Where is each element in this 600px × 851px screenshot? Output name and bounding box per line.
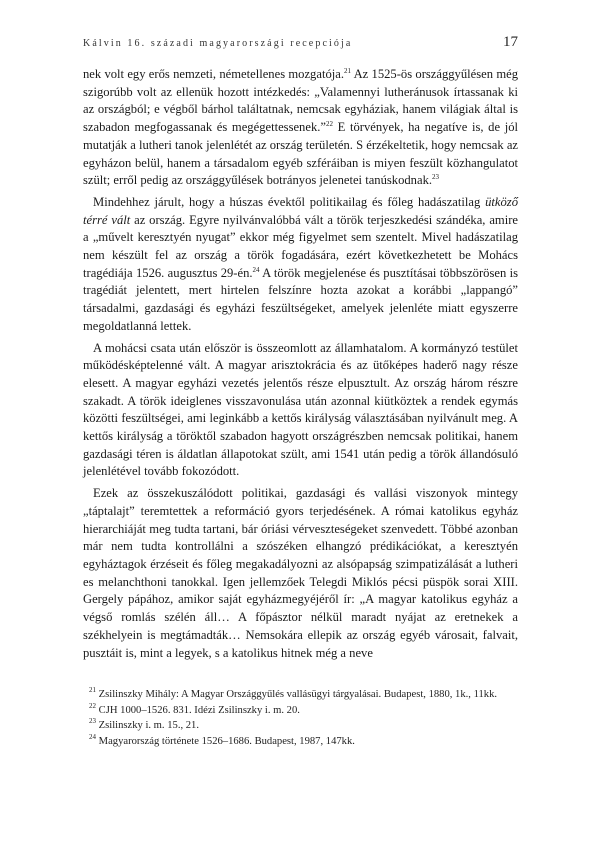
footnote [83,719,518,733]
footnote-ref: 21 [343,67,351,75]
text-run: Az 1525-ös országgyűlésen még szigorúbb volt az ellenük hozott intézkedés: „Valamennyi lutheránusok írtassanak ki az országból; e végből bárhol találtatnak, nemcsak egyháziak, hanem világiak által is szabadon megfogassanak és megégettessenek.” [83,67,518,135]
footnote-text: Zsilinszky i. m. 15., 21. [98,720,200,732]
page-header [83,36,518,56]
footnote-ref: 24 [252,265,260,274]
footnote-ref: 22 [325,120,333,129]
text-run: az ország. Egyre nyilvánvalóbbá vált a török terjeszkedési szándéka, amire a „művelt keresztyén nyugat” ekkor még figyelmet sem szentelt. Mivel hadászatilag nem készült fel az ország a török fogadására, ezért következhetett be Mohács tragédiája 1526. augusztus 29-én. [83,212,519,280]
text-run: A mohácsi csata után először is összeomlott az államhatalom. A kormányzó testület működésképtelenné vált. A magyar arisztokrácia és az ütőképes haderő nagy része elesett. A magyar egyházi vezetés jelentős része elpusztult. Az ország három részre szakadt. A török ideiglenes visszavonulása után azonnal kiütköztek a rendek egymás közötti feszültségei, ami leginkább a kettős királyság választásában nyilvánult meg. A kettős királyság a töröktől szabadon hagyott országrészben nemcsak politikai, hanem gazdasági téren is áldatlan állapotokat szült, ami 1541 után pedig a török állandósuló jelenlétével tovább fokozódott. [83,340,518,479]
footnote-number: 22 [89,701,96,710]
paragraph [83,66,518,190]
paragraph [83,485,518,662]
italic-phrase: ütköző térré vált [83,194,518,227]
footnote-text: CJH 1000–1526. 831. Idézi Zsilinszky i. m. 20. [98,704,300,716]
footnote-number: 23 [89,717,96,726]
paragraph [83,194,518,336]
text-run: Ezek az összekuszálódott politikai, gazdasági és vallási viszonyok mintegy „táptalajt” teremtettek a reformáció gyors terjedésének. A római katolikus egyház hierarchiáját meg tudta tartani, bár óriási vérveszteségeket szenvedett. Többé azonban már nem tudta kontrollálni a szószéken elhangzó prédikációkat, a keresztyén egyháztagok érzéseit és főleg megakadályozni az alsópapság szimpatizálását a lutheri es melanchthoni tanokkal. Igen jellemzőek Telegdi Miklós pécsi püspök sorai XIII. Gergely pápához, amikor saját egyházmegyéjéről ír: „A magyar katolikus egyház a végső romlás szélén áll… A főpásztor nélkül maradt nyájat az eretnekek a székhelyein is megtámadták… Nemsokára ellepik az ország egyéb városait, falvait, pusztáit is, mint a legyek, s a katolikus hitnek még a neve [83,486,518,660]
running-title: Kálvin 16. századi magyarországi recepciója [83,38,353,49]
text-run: nek volt egy erős nemzeti, németellenes mozgatója. [83,67,344,81]
footnotes [83,688,518,751]
footnote [83,735,518,749]
footnote-number: 24 [89,733,96,742]
footnote-text: Zsilinszky Mihály: A Magyar Országgyűlés vallásügyi tárgyalásai. Budapest, 1880, 1k., 11kk. [98,689,498,700]
footnote [83,688,518,702]
footnote-text: Magyarország története 1526–1686. Budapest, 1987, 147kk. [98,736,355,748]
page-number: 17 [503,34,518,50]
text-run: Mindehhez járult, hogy a húszas évektől politikailag és főleg hadászatilag [93,194,486,209]
footnote-ref: 23 [432,173,440,182]
text-run: A török megjelenése és pusztításai többszörösen is tragédiát jelentett, mert hirtelen felszínre hozta azokat a korábbi „lappangó” társadalmi, gazdasági és egyházi feszültségeket, amelyek jelenléte miatt egyszerre megoldatlanná lettek. [83,265,518,333]
text-run: E törvények, ha negatíve is, de jól mutatják a lutheri tanok jelenlétét az ország területén. S érzékeltetik, hogy nemcsak az egyházon belül, hanem a társadalom egyéb szféráiban is miyen feszült közhangulatot szült; erről pedig az országgyűlések botrányos jelenetei tanúskodnak. [83,120,519,188]
paragraph [83,340,518,482]
main-text [83,66,518,666]
footnote-number: 21 [89,686,96,694]
footnote [83,701,518,718]
